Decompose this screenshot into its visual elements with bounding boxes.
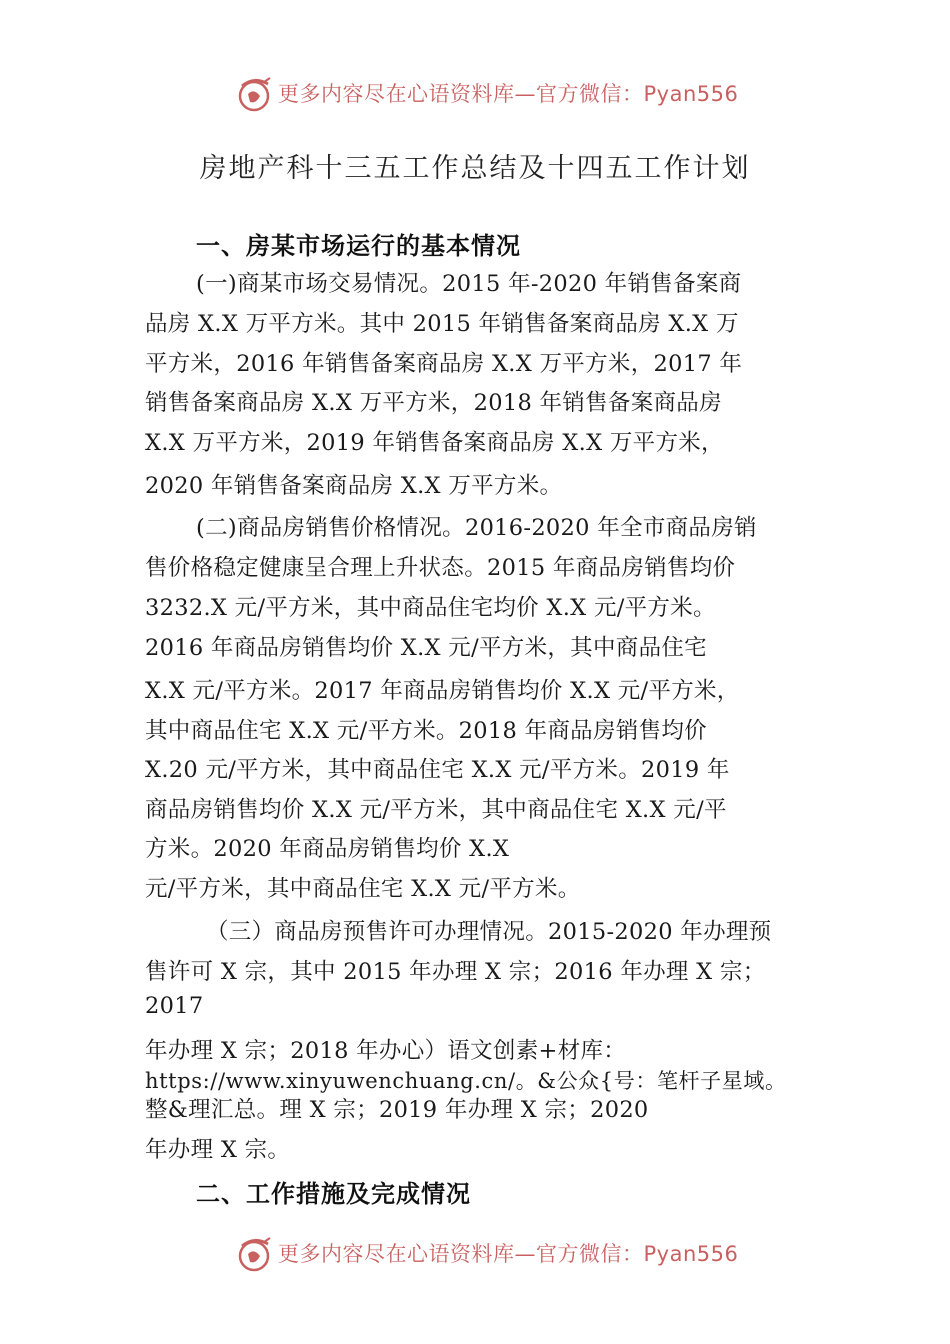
- paragraph-line: (一)商某市场交易情况。2015 年-2020 年销售备案商: [196, 271, 742, 297]
- paragraph-line: X.X 万平方米，2019 年销售备案商品房 X.X 万平方米，: [145, 430, 724, 456]
- paragraph-line: 售价格稳定健康呈合理上升状态。2015 年商品房销售均价: [145, 555, 736, 581]
- paragraph-line: 年办理 X 宗。: [145, 1137, 291, 1163]
- paragraph-line: 整&理汇总。理 X 宗；2019 年办理 X 宗；2020: [145, 1097, 649, 1123]
- paragraph-line: （三）商品房预售许可办理情况。2015-2020 年办理预: [206, 919, 772, 945]
- paragraph-line: 商品房销售均价 X.X 元/平方米，其中商品住宅 X.X 元/平: [145, 797, 727, 823]
- watermark-header: [0, 72, 950, 116]
- paragraph-line: X.X 元/平方米。2017 年商品房销售均价 X.X 元/平方米，: [145, 678, 740, 704]
- paragraph-line: 2020 年销售备案商品房 X.X 万平方米。: [145, 473, 563, 499]
- paragraph-line: 2017: [145, 993, 204, 1019]
- logo-icon: [234, 74, 274, 114]
- section-heading-1: 一、房某市场运行的基本情况: [196, 232, 521, 260]
- watermark-brand: Pyan556: [643, 1242, 739, 1266]
- section-heading-2: 二、工作措施及完成情况: [196, 1180, 471, 1208]
- paragraph-line: 平方米，2016 年销售备案商品房 X.X 万平方米，2017 年: [145, 351, 743, 377]
- paragraph-line: 年办理 X 宗；2018 年办心）语文创素+材库：: [145, 1038, 627, 1064]
- logo-icon: [234, 1234, 274, 1274]
- paragraph-line: (二)商品房销售价格情况。2016-2020 年全市商品房销: [196, 515, 757, 541]
- paragraph-line: X.20 元/平方米，其中商品住宅 X.X 元/平方米。2019 年: [145, 757, 730, 783]
- paragraph-line: 品房 X.X 万平方米。其中 2015 年销售备案商品房 X.X 万: [145, 311, 739, 337]
- paragraph-line: 其中商品住宅 X.X 元/平方米。2018 年商品房销售均价: [145, 718, 707, 744]
- watermark-footer: [0, 1232, 950, 1276]
- paragraph-line: 元/平方米，其中商品住宅 X.X 元/平方米。: [145, 876, 581, 902]
- paragraph-line: 3232.X 元/平方米，其中商品住宅均价 X.X 元/平方米。: [145, 595, 716, 621]
- watermark-brand: Pyan556: [643, 82, 739, 106]
- document-title: 房地产科十三五工作总结及十四五工作计划: [199, 153, 751, 184]
- watermark-text: 更多内容尽在心语资料库—官方微信：: [278, 82, 644, 106]
- paragraph-line: 售许可 X 宗，其中 2015 年办理 X 宗；2016 年办理 X 宗；: [145, 959, 766, 985]
- watermark-text: 更多内容尽在心语资料库—官方微信：: [278, 1242, 644, 1266]
- paragraph-line: 2016 年商品房销售均价 X.X 元/平方米，其中商品住宅: [145, 635, 707, 661]
- paragraph-line: 销售备案商品房 X.X 万平方米，2018 年销售备案商品房: [145, 390, 722, 416]
- paragraph-line: https://www.xinyuwenchuang.cn/。&公众{号：笔杆子星域。: [145, 1069, 787, 1093]
- paragraph-line: 方米。2020 年商品房销售均价 X.X: [145, 836, 510, 862]
